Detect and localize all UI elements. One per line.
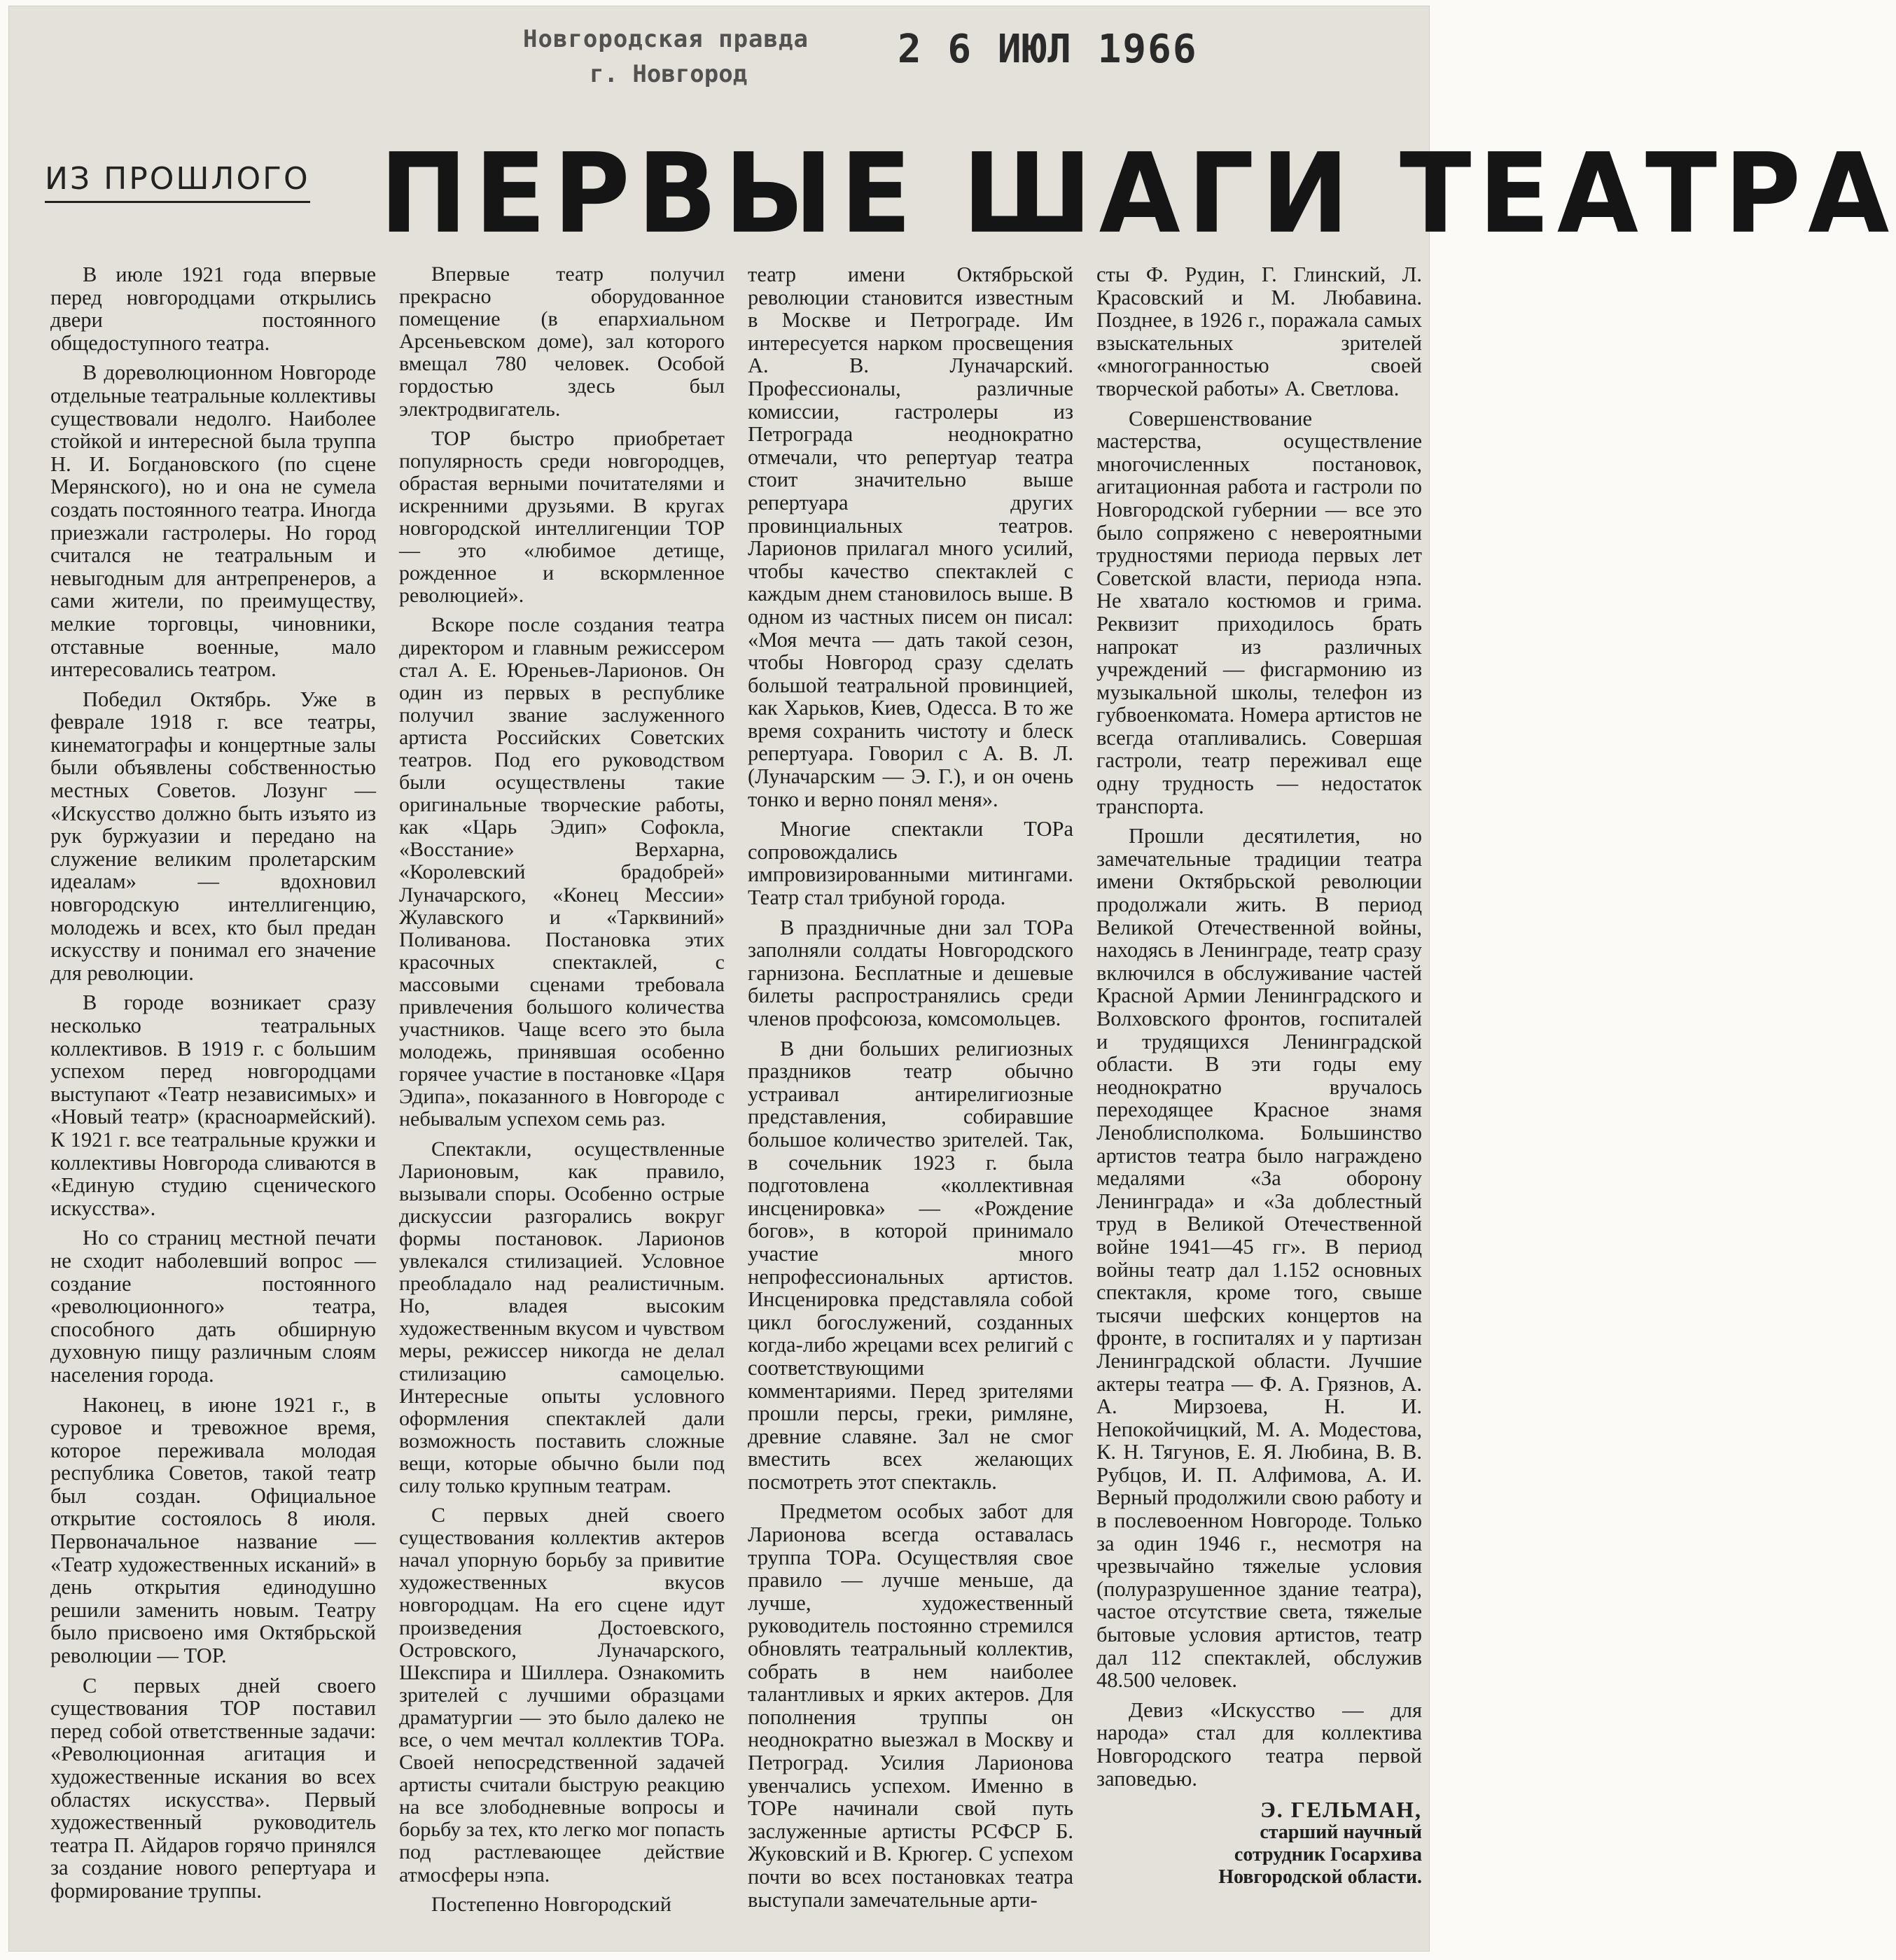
city-stamp: г. Новгород	[590, 60, 748, 88]
rubric-label: ИЗ ПРОШЛОГО	[45, 161, 310, 203]
paragraph: В праздничные дни зал ТОРа заполняли солдаты Новгородского гарнизона. Бесплатные и дешевые билеты распространялись среди членов профсоюза, комсомольцев.	[748, 915, 1073, 1030]
newspaper-clipping	[8, 6, 1896, 1952]
paragraph: ТОР быстро приобретает популярность среди новгородцев, обрастая верными почитателями и искренними друзьями. В кругах новгородской интеллигенции ТОР — это «любимое детище, рожденное и вскормленное революцией».	[399, 426, 725, 608]
column-2	[399, 263, 725, 1916]
paragraph: В дореволюционном Новгороде отдельные театральные коллективы существовали недолго. Наиболее стойкой и интересной была труппа Н. И. Богдановского (по сцене Мерянского), но и она не сумела создать постоянного театра. Иногда приезжали гастролеры. Но город считался не театральным и невыгодным для антрепренеров, а сами жители, по преимуществу, мелкие торговцы, чиновники, отставные военные, мало интересовались театром.	[50, 360, 376, 682]
author-name: Э. ГЕЛЬМАН,	[1260, 1797, 1422, 1823]
paragraph: Победил Октябрь. Уже в феврале 1918 г. все театры, кинематографы и концертные залы были объявлены собственностью местных Советов. Лозунг — «Искусство должно быть изъято из рук буржуазии и передано на служение великим пролетарским идеалам» — вдохновил новгородскую интеллигенцию, молодежь и всех, кто был предан искусству и понимал его значение для революции.	[50, 687, 376, 985]
author-position-line: старший научный	[1260, 1821, 1422, 1843]
article-headline: ПЕРВЫЕ ШАГИ ТЕАТРА	[379, 130, 1896, 258]
paragraph: В июле 1921 года впервые перед новгородцами открылись двери постоянного общедоступного театра.	[50, 262, 376, 355]
paragraph: Спектакли, осуществленные Ларионовым, как правило, вызывали споры. Особенно острые дискуссии разгорались вокруг формы постановок. Ларионов увлекался стилизацией. Условное преобладало над реалистичным. Но, владея высоким художественным вкусом и чувством меры, режиссер никогда не делал стилизацию самоцелью. Интересные опыты условного оформления спектаклей дали возможность поставить сложные вещи, которые обычно были под силу только крупным театрам.	[399, 1137, 725, 1497]
paragraph: С первых дней своего существования ТОР поставил перед собой ответственные задачи: «Революционная агитация и художественные искания во всех областях искусства». Первый художественный руководитель театра П. Айдаров горячо принялся за создание нового репертуара и формирование труппы.	[50, 1673, 376, 1903]
paragraph: Девиз «Искусство — для народа» стал для коллектива Новгородского театра первой заповедью.	[1096, 1698, 1422, 1791]
paragraph: Впервые театр получил прекрасно оборудованное помещение (в епархиальном Арсеньевском доме), зал которого вмещал 780 человек. Особой гордостью здесь был электродвигатель.	[399, 262, 725, 421]
paragraph: театр имени Октябрьской революции становится известным в Москве и Петрограде. Им интересуется нарком просвещения А. В. Луначарский. Профессионалы, различные комиссии, гастролеры из Петрограда неоднократно отмечали, что репертуар театра стоит значительно выше репертуара других провинциальных театров. Ларионов прилагал много усилий, чтобы качество спектаклей с каждым днем становилось выше. В одном из частных писем он писал: «Моя мечта — дать такой сезон, чтобы Новгород сразу сделать большой театральной провинцией, как Харьков, Киев, Одесса. В то же время сохранить чистоту и блеск репертуара. Говорил с А. В. Л. (Луначарским — Э. Г.), и он очень тонко и верно понял меня».	[748, 262, 1073, 811]
paragraph: В городе возникает сразу несколько театральных коллективов. В 1919 г. с большим успехом перед новгородцами выступают «Театр независимых» и «Новый театр» (красноармейский). К 1921 г. все театральные кружки и коллективы Новгорода сливаются в «Единую студию сценического искусства».	[50, 990, 376, 1220]
author-position-line: Новгородской области.	[1218, 1865, 1422, 1888]
paragraph: Предметом особых забот для Ларионова всегда оставалась труппа ТОРа. Осуществляя свое правило — лучше меньше, да лучше, художественный руководитель постоянно стремился обновлять театральный коллектив, собрать в нем наиболее талантливых и ярких актеров. Для пополнения труппы он неоднократно выезжал в Москву и Петроград. Усилия Ларионова увенчались успехом. Именно в ТОРе начинали свой путь заслуженные артисты РСФСР Б. Жуковский и В. Крюгер. С успехом почти во всех постановках театра выступали замечательные арти-	[748, 1499, 1073, 1912]
column-4	[1096, 263, 1422, 1889]
newspaper-stamp: Новгородская правда	[523, 25, 809, 53]
paragraph: Постепенно Новгородский	[431, 1892, 671, 1916]
paragraph: Многие спектакли ТОРа сопровождались импровизированными митингами. Театр стал трибуной города.	[748, 817, 1073, 910]
paragraph: С первых дней своего существования коллектив актеров начал упорную борьбу за привитие художественных вкусов новгородцам. На его сцене идут произведения Достоевского, Островского, Луначарского, Шекспира и Шиллера. Ознакомить зрителей с лучшими образцами драматургии — это было далеко не все, о чем мечтал коллектив ТОРа. Своей непосредственной задачей артисты считали быструю реакцию на все злободневные вопросы и борьбу за тех, кто легко мог попасть под растлевающее действие атмосферы нэпа.	[399, 1504, 725, 1886]
column-1	[50, 263, 376, 1903]
paragraph: сты Ф. Рудин, Г. Глинский, Л. Красовский и М. Любавина. Позднее, в 1926 г., поражала самых взыскательных зрителей «многогранностью своей творческой работы» А. Светлова.	[1096, 262, 1422, 400]
date-stamp: 2 6 ИЮЛ 1966	[898, 27, 1198, 72]
article-body	[50, 263, 1423, 1957]
author-position-line: сотрудник Госархива	[1234, 1843, 1422, 1865]
author-signature	[1096, 1798, 1422, 1889]
paragraph: В дни больших религиозных праздников театр обычно устраивал антирелигиозные представления, собиравшие большое количество зрителей. Так, в сочельник 1923 г. была подготовлена «коллективная инсценировка» — «Рождение богов», в которой принимало участие много непрофессиональных артистов. Инсценировка представляла собой цикл богослужений, созданных когда-либо жрецами всех религий с соответствующими комментариями. Перед зрителями прошли персы, греки, римляне, древние славяне. Зал не смог вместить всех желающих посмотреть этот спектакль.	[748, 1036, 1073, 1494]
column-3	[748, 263, 1073, 1911]
paragraph: Наконец, в июне 1921 г., в суровое и тревожное время, которое переживала молодая республика Советов, такой театр был создан. Официальное открытие состоялось 8 июля. Первоначальное название — «Театр художественных исканий» в день открытия единодушно решили заменить новым. Театру было присвоено имя Октябрьской революции — ТОР.	[50, 1392, 376, 1668]
paragraph: Но со страниц местной печати не сходит наболевший вопрос — создание постоянного «революционного» театра, способного дать обширную духовную пищу различным слоям населения города.	[50, 1226, 376, 1387]
paragraph: Прошли десятилетия, но замечательные традиции театра имени Октябрьской революции продолжали жить. В период Великой Отечественной войны, находясь в Ленинграде, театр сразу включился в обслуживание частей Красной Армии Ленинградского и Волховского фронтов, госпиталей и трудящихся Ленинградской области. В эти годы ему неоднократно вручалось переходящее Красное знамя Леноблисполкома. Большинство артистов театра было награждено медалями «За оборону Ленинграда» и «За доблестный труд в Великой Отечественной войне 1941—45 гг». В период войны театр дал 1.152 основных спектакля, кроме того, свыше тысячи шефских концертов на фронте, в госпиталях и у партизан Ленинградской области. Лучшие актеры театра — Ф. А. Грязнов, А. А. Мирзоева, Н. И. Непокойчицкий, М. А. Модестова, К. Н. Тягунов, Е. Я. Любина, В. В. Рубцов, И. П. Алфимова, А. И. Верный продолжили свою работу и в послевоенном Новгороде. Только за один 1946 г., несмотря на чрезвычайно тяжелые условия (полуразрушенное здание театра), частое отсутствие света, тяжелые бытовые условия артистов, театр дал 112 спектаклей, обслужив 48.500 человек.	[1096, 824, 1422, 1693]
paragraph: Вскоре после создания театра директором и главным режиссером стал А. Е. Юреньев-Ларионов. Он один из первых в республике получил звание заслуженного артиста Российских Советских театров. Под его руководством были осуществлены такие оригинальные творческие работы, как «Царь Эдип» Софокла, «Восстание» Верхарна, «Королевский брадобрей» Луначарского, «Конец Мессии» Жулавского и «Тарквиний» Поливанова. Постановка этих красочных спектаклей, с массовыми сценами требовала привлечения большого количества участников. Чаще всего это была молодежь, принявшая особенно горячее участие в постановке «Царя Эдипа», показанного в Новгороде с небывалым успехом семь раз.	[399, 613, 725, 1131]
paragraph: Совершенствование мастерства, осуществление многочисленных постановок, агитационная работа и гастроли по Новгородской губернии — все это было сопряжено с невероятными трудностями периода первых лет Советской власти, периода нэпа. Не хватало костюмов и грима. Реквизит приходилось брать напрокат из различных учреждений — фисгармонию из музыкальной школы, телефон из губвоенкомата. Номера артистов не всегда отапливались. Совершая гастроли, театр переживал еще одну трудность — недостаток транспорта.	[1096, 406, 1422, 818]
